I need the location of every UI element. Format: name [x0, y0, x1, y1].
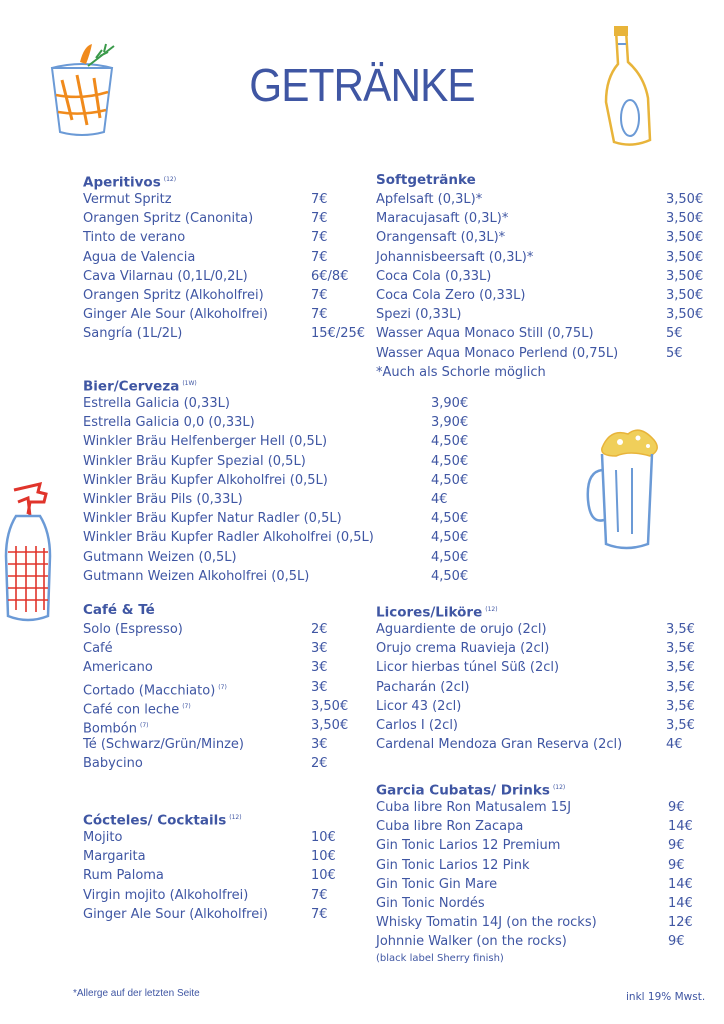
menu-item-name-text: Johannisbeersaft (0,3L)*	[376, 249, 534, 265]
menu-item-name-text: Orujo crema Ruavieja (2cl)	[376, 641, 550, 657]
menu-item-price: 3,50€	[666, 287, 704, 303]
menu-item-name	[83, 413, 255, 432]
licores-list	[376, 620, 706, 754]
menu-item-name	[83, 509, 342, 528]
softgetraenke-list	[376, 190, 706, 363]
menu-item-name-text: Solo (Espresso)	[83, 622, 183, 637]
cafe-list	[83, 620, 368, 774]
menu-item-price: 3€	[311, 737, 328, 753]
menu-item-price: 3,50€	[666, 268, 704, 284]
menu-item-price: 3,50€	[311, 698, 349, 714]
cafe-section	[83, 600, 368, 774]
menu-item	[376, 248, 706, 267]
menu-item-name	[376, 913, 597, 932]
menu-item-name-text: Cuba libre Ron Zacapa	[376, 819, 524, 835]
menu-item-name	[83, 548, 237, 567]
menu-item	[83, 305, 368, 324]
menu-item	[376, 620, 706, 639]
menu-item-price: 14€	[668, 876, 693, 892]
menu-item-name-text: Gutmann Weizen Alkoholfrei (0,5L)	[83, 568, 310, 584]
menu-item-name-text: Pacharán (2cl)	[376, 679, 470, 695]
menu-item-price: 9€	[668, 934, 685, 950]
menu-item	[83, 639, 368, 658]
menu-item-name	[376, 620, 547, 639]
menu-item-price: 4€	[431, 491, 448, 507]
menu-item-price: 3,50€	[666, 230, 704, 246]
menu-item-name	[83, 567, 309, 586]
menu-item-price: 3,50€	[666, 249, 704, 265]
menu-item-name-text: Margarita	[83, 849, 146, 865]
cocktail-glass-icon	[42, 40, 122, 140]
menu-item	[376, 894, 706, 913]
menu-item-name-text: Gin Tonic Larios 12 Pink	[376, 857, 530, 873]
menu-item-price: 7€	[311, 287, 328, 303]
menu-title: GETRÄNKE	[249, 59, 475, 111]
menu-item-name	[376, 639, 549, 658]
menu-item-name-text: Americano	[83, 660, 153, 676]
menu-item-name	[83, 267, 248, 286]
menu-item-name-text: Gin Tonic Larios 12 Premium	[376, 838, 561, 854]
menu-item-name-text: Wasser Aqua Monaco Still (0,75L)	[376, 326, 594, 342]
menu-item-name	[376, 817, 523, 836]
menu-item-price: 10€	[311, 830, 336, 845]
menu-item-name	[376, 324, 594, 343]
menu-item-name	[376, 228, 505, 247]
licores-title: Licores/Liköre	[376, 604, 483, 621]
menu-item-name-text: Winkler Bräu Helfenberger Hell (0,5L)	[83, 434, 328, 450]
menu-item-price: 3,5€	[666, 679, 695, 695]
menu-item	[83, 828, 368, 847]
soda-siphon-icon	[0, 476, 58, 626]
menu-item	[83, 490, 483, 509]
menu-item-name-text: Spezi (0,33L)	[376, 307, 462, 323]
menu-item-name	[376, 678, 469, 697]
menu-item-price: 4€	[666, 737, 683, 753]
menu-item-price: 3,5€	[666, 660, 695, 676]
menu-item-name-text: Ginger Ale Sour (Alkoholfrei)	[83, 307, 268, 323]
menu-item-name-text: Estrella Galicia 0,0 (0,33L)	[83, 415, 255, 431]
menu-item	[83, 528, 483, 547]
menu-item	[83, 509, 483, 528]
bier-allergen: (1W)	[182, 380, 197, 387]
menu-item-name-text: Agua de Valencia	[83, 249, 196, 265]
menu-item	[83, 324, 368, 343]
aperitivos-title: Aperitivos	[83, 174, 161, 191]
menu-item-name	[376, 836, 560, 855]
allergen-sup: (7)	[139, 721, 149, 729]
menu-item-name-text: Licor hierbas túnel Süß (2cl)	[376, 660, 560, 676]
menu-item-price: 10€	[311, 868, 336, 884]
menu-item	[83, 866, 368, 885]
menu-item-name-text: Bombón	[83, 721, 137, 737]
menu-item-name	[376, 286, 525, 305]
menu-item-name	[376, 658, 559, 677]
menu-item-name	[376, 856, 530, 875]
menu-item-name	[83, 866, 164, 885]
schorle-note: *Auch als Schorle möglich	[376, 364, 546, 380]
menu-item	[83, 209, 368, 228]
cubatas-list	[376, 798, 706, 952]
menu-item-name	[83, 209, 253, 228]
menu-item-price: 14€	[668, 895, 693, 911]
menu-item	[376, 817, 706, 836]
menu-item-name-text: Babycino	[83, 756, 143, 772]
allergen-sup: (7)	[182, 702, 191, 710]
menu-item-name-text: Coca Cola Zero (0,33L)	[376, 287, 526, 303]
menu-item-price: 5€	[666, 345, 683, 361]
menu-item-name	[83, 847, 146, 866]
cubatas-allergen: (12)	[552, 784, 566, 791]
menu-item-price: 7€	[311, 887, 328, 903]
menu-item-name-text: Cava Vilarnau (0,1L/0,2L)	[83, 268, 248, 284]
johnnie-walker-subnote: (black label Sherry finish)	[376, 952, 504, 964]
menu-item-name-text: Carlos I (2cl)	[376, 717, 458, 733]
cubatas-title: Garcia Cubatas/ Drinks	[376, 782, 550, 799]
aperitivos-list	[83, 190, 368, 344]
menu-item-price: 3€	[311, 641, 328, 657]
menu-item-name	[83, 471, 328, 490]
menu-item-name	[83, 324, 182, 343]
menu-item-name-text: Aguardiente de orujo (2cl)	[376, 622, 547, 637]
menu-item-name-text: Gutmann Weizen (0,5L)	[83, 549, 237, 565]
menu-item	[376, 267, 706, 286]
menu-item-price: 3,90€	[431, 396, 469, 411]
menu-item-price: 3,50€	[666, 211, 704, 227]
menu-item-name	[83, 754, 143, 773]
menu-item-name	[83, 620, 183, 639]
menu-item	[376, 305, 706, 324]
menu-item-name	[83, 190, 172, 209]
menu-item	[83, 735, 368, 754]
menu-item-name-text: Winkler Bräu Kupfer Spezial (0,5L)	[83, 453, 306, 469]
menu-item-name	[376, 716, 458, 735]
menu-item-name-text: Café	[83, 641, 113, 657]
menu-item	[376, 639, 706, 658]
menu-item	[83, 452, 483, 471]
menu-item-price: 6€/8€	[311, 268, 349, 284]
menu-item-price: 10€	[311, 849, 336, 865]
menu-item-name	[376, 697, 461, 716]
menu-item-name	[83, 452, 306, 471]
menu-item-name-text: Orangen Spritz (Canonita)	[83, 211, 254, 227]
menu-item	[83, 905, 368, 924]
menu-item	[376, 658, 706, 677]
menu-item-name-text: Sangría (1L/2L)	[83, 326, 183, 342]
menu-item	[376, 209, 706, 228]
menu-item	[83, 697, 368, 716]
menu-item-name-text: Maracujasaft (0,3L)*	[376, 211, 509, 227]
menu-item	[83, 754, 368, 773]
menu-item	[376, 324, 706, 343]
menu-item-price: 4,50€	[431, 549, 469, 565]
beer-bottle-icon	[592, 22, 662, 152]
menu-item	[83, 248, 368, 267]
menu-item	[83, 190, 368, 209]
bier-section	[83, 374, 483, 586]
menu-item	[83, 267, 368, 286]
menu-item	[376, 875, 706, 894]
menu-item-name	[376, 209, 508, 228]
menu-item	[376, 932, 706, 951]
menu-item	[376, 344, 706, 363]
menu-item-price: 3,50€	[666, 307, 704, 323]
menu-item	[376, 913, 706, 932]
menu-item-name-text: Coca Cola (0,33L)	[376, 268, 492, 284]
menu-item-name-text: Café con leche	[83, 702, 180, 718]
menu-item	[83, 620, 368, 639]
menu-item-name	[83, 658, 153, 677]
menu-item-name-text: Tinto de verano	[83, 230, 186, 246]
menu-item	[83, 286, 368, 305]
menu-item-price: 3,5€	[666, 641, 695, 657]
menu-item-name	[83, 528, 374, 547]
menu-item-name	[376, 875, 497, 894]
menu-item-name-text: Cardenal Mendoza Gran Reserva (2cl)	[376, 737, 623, 753]
beer-mug-icon	[580, 420, 670, 555]
menu-item	[83, 394, 483, 413]
menu-item-name-text: Orangen Spritz (Alkoholfrei)	[83, 287, 264, 303]
menu-item	[83, 548, 483, 567]
menu-item	[83, 228, 368, 247]
licores-allergen: (12)	[485, 606, 498, 613]
menu-item-name	[83, 248, 195, 267]
menu-item-name-text: Gin Tonic Gin Mare	[376, 876, 498, 892]
menu-item-name-text: Winkler Bräu Kupfer Radler Alkoholfrei (0,5L)	[83, 530, 374, 546]
menu-item-price: 4,50€	[431, 568, 469, 584]
menu-item-price: 9€	[668, 800, 685, 815]
allergen-sup: (7)	[218, 683, 227, 691]
menu-item	[83, 886, 368, 905]
cocteles-title: Cócteles/ Cocktails	[83, 812, 227, 829]
menu-item-name-text: Wasser Aqua Monaco Perlend (0,75L)	[376, 345, 619, 361]
cafe-title: Café & Té	[83, 602, 155, 618]
menu-item-name	[83, 735, 244, 754]
menu-item-price: 3,5€	[666, 622, 695, 637]
menu-item	[83, 471, 483, 490]
menu-item-price: 3€	[311, 660, 328, 676]
softgetraenke-title: Softgetränke	[376, 172, 476, 188]
menu-item-name	[376, 267, 491, 286]
menu-item-name-text: Cuba libre Ron Matusalem 15J	[376, 800, 572, 815]
menu-item-price: 15€/25€	[311, 326, 366, 342]
menu-item-name-text: Té (Schwarz/Grün/Minze)	[83, 737, 244, 753]
menu-item-price: 3,5€	[666, 717, 695, 733]
menu-item-price: 4,50€	[431, 453, 469, 469]
menu-item-price: 7€	[311, 249, 328, 265]
menu-item-price: 4,50€	[431, 434, 469, 450]
menu-item	[83, 567, 483, 586]
menu-item	[83, 432, 483, 451]
menu-item-price: 7€	[311, 192, 328, 207]
menu-item-name-text: Virgin mojito (Alkoholfrei)	[83, 887, 249, 903]
menu-item-price: 14€	[668, 819, 693, 835]
menu-item-name	[83, 286, 264, 305]
tax-note: inkl 19% Mwst.	[626, 991, 706, 1003]
menu-item-price: 7€	[311, 211, 328, 227]
softgetraenke-section	[376, 170, 706, 382]
menu-item	[83, 413, 483, 432]
menu-item-price: 12€	[668, 915, 693, 931]
allergy-note: *Allerge auf der letzten Seite	[73, 988, 200, 999]
menu-item-name	[376, 932, 567, 951]
menu-item-name-text: Cortado (Macchiato)	[83, 682, 216, 698]
aperitivos-allergen: (12)	[163, 176, 177, 183]
menu-item	[376, 798, 706, 817]
bier-list	[83, 394, 483, 586]
menu-item	[376, 697, 706, 716]
menu-item-price: 3,50€	[311, 717, 349, 733]
menu-item-price: 9€	[668, 838, 685, 854]
menu-item-price: 4,50€	[431, 511, 469, 527]
menu-item	[376, 856, 706, 875]
menu-item-price: 7€	[311, 230, 328, 246]
menu-item-price: 3,50€	[666, 192, 704, 207]
menu-item-name-text: Gin Tonic Nordés	[376, 895, 485, 911]
menu-item-name-text: Winkler Bräu Pils (0,33L)	[83, 491, 243, 507]
menu-item	[83, 847, 368, 866]
menu-item	[376, 286, 706, 305]
menu-item-name-text: Orangensaft (0,3L)*	[376, 230, 506, 246]
aperitivos-section	[83, 170, 368, 344]
menu-item-price: 3,5€	[666, 698, 695, 714]
menu-item-name-text: Vermut Spritz	[83, 192, 172, 207]
menu-item	[83, 678, 368, 697]
menu-item	[376, 228, 706, 247]
menu-item	[376, 678, 706, 697]
menu-item-name-text: Rum Paloma	[83, 868, 164, 884]
menu-item-name-text: Johnnie Walker (on the rocks)	[376, 934, 567, 950]
menu-item-name-text: Mojito	[83, 830, 123, 845]
menu-item-name	[83, 432, 327, 451]
menu-item	[83, 658, 368, 677]
cocteles-allergen: (12)	[229, 814, 242, 821]
menu-item-name	[83, 828, 122, 847]
menu-item-name	[376, 190, 482, 209]
menu-item-price: 4,50€	[431, 472, 469, 488]
menu-item-price: 7€	[311, 307, 328, 323]
menu-item	[376, 190, 706, 209]
menu-item-price: 2€	[311, 756, 328, 772]
menu-item-name-text: Apfelsaft (0,3L)*	[376, 192, 483, 207]
menu-item-name	[376, 248, 533, 267]
bier-title: Bier/Cerveza	[83, 378, 180, 395]
menu-item-price: 2€	[311, 622, 328, 637]
menu-item-price: 3€	[311, 679, 328, 695]
menu-item-price: 3,90€	[431, 415, 469, 431]
menu-item-price: 4,50€	[431, 530, 469, 546]
menu-item-name-text: Licor 43 (2cl)	[376, 698, 462, 714]
menu-item-name	[83, 490, 243, 509]
menu-item-name	[376, 798, 571, 817]
menu-item-name	[83, 886, 248, 905]
menu-item	[376, 716, 706, 735]
menu-item-name-text: Ginger Ale Sour (Alkoholfrei)	[83, 906, 268, 922]
menu-item-name	[83, 639, 113, 658]
menu-item-name	[83, 228, 185, 247]
menu-item-name	[83, 305, 268, 324]
menu-item	[376, 836, 706, 855]
menu-item-name	[376, 735, 622, 754]
menu-item	[376, 735, 706, 754]
cocteles-section	[83, 808, 368, 924]
menu-item	[83, 716, 368, 735]
menu-item-name-text: Whisky Tomatin 14J (on the rocks)	[376, 915, 597, 931]
cubatas-section	[376, 778, 706, 965]
menu-item-price: 5€	[666, 326, 683, 342]
menu-item-name-text: Winkler Bräu Kupfer Alkoholfrei (0,5L)	[83, 472, 328, 488]
menu-item-name	[376, 894, 485, 913]
menu-item-name	[83, 905, 268, 924]
menu-item-name	[83, 394, 230, 413]
menu-item-name	[376, 344, 618, 363]
menu-item-price: 9€	[668, 857, 685, 873]
cocteles-list	[83, 828, 368, 924]
menu-item-name-text: Estrella Galicia (0,33L)	[83, 396, 230, 411]
licores-section	[376, 600, 706, 754]
menu-item-price: 7€	[311, 906, 328, 922]
menu-item-name-text: Winkler Bräu Kupfer Natur Radler (0,5L)	[83, 511, 342, 527]
menu-item-name	[376, 305, 461, 324]
